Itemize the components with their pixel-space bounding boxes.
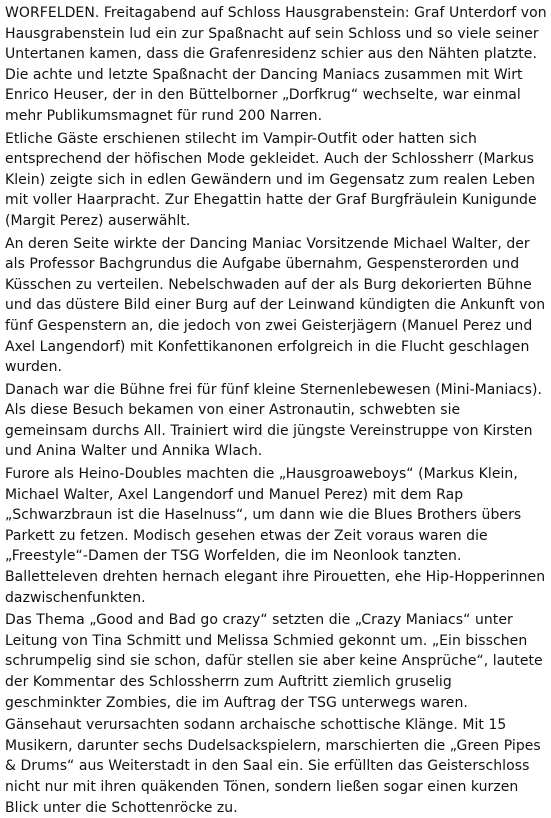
paragraph-heino-doubles: Furore als Heino-Doubles machten die „Hausgroaweboys“ (Markus Klein, Michael Walter, Axel Langendorf und Manuel Perez) mit dem Rap „Schwarzbraun ist die Haselnuss“, um dann wie die Blues Brothers übers Parkett zu fetzen. Modisch gesehen etwas der Zeit voraus waren die „Freestyle“-Damen der TSG Worfelden, die im Neonlook tanzten. Balletteleven drehten hernach elegant ihre Pirouetten, ehe Hip-Hopperinnen dazwischenfunkten. — [5, 466, 546, 606]
paragraph-mini-maniacs: Danach war die Bühne frei für fünf kleine Sternenlebewesen (Mini-Maniacs). Als diese Besuch bekamen von einer Astronautin, schwebten sie gemeinsam durchs All. Trainiert wird die jüngste Vereinstruppe von Kirsten und Anina Walter und Annika Wlach. — [5, 381, 543, 460]
paragraph-green-pipes: Gänsehaut verursachten sodann archaische schottische Klänge. Mit 15 Musikern, darunter sechs Dudelsackspielern, marschierten die „Green Pipes & Drums“ aus Weiterstadt in den Saal ein. Sie erfüllten das Geisterschloss nicht nur mit ihren quäkenden Tönen, sondern ließen sogar einen kurzen Blick unter die Schottenröcke zu. — [5, 717, 541, 816]
paragraph-guests: Etliche Gäste erschienen stilecht im Vampir-Outfit oder hatten sich entsprechend der höfischen Mode gekleidet. Auch der Schlossherr (Markus Klein) zeigte sich in edlen Gewändern und im Gegensatz zum realen Leben mit voller Haarpracht. Zur Ehegattin hatte der Graf Burgfräulein Kunigunde (Margit Perez) auserwählt. — [5, 130, 537, 229]
paragraph-ghosts: An deren Seite wirkte der Dancing Maniac Vorsitzende Michael Walter, der als Professor Bachgrundus die Aufgabe übernahm, Gespensterorden und Küsschen zu verteilen. Nebelschwaden auf der als Burg dekorierten Bühne und das düstere Bild einer Burg auf der Leinwand kündigten die Ankunft von fünf Gespenstern an, die jedoch von zwei Geisterjägern (Manuel Perez und Axel Langendorf) mit Konfettikanonen erfolgreich in die Flucht geschlagen wurden. — [5, 235, 546, 376]
paragraph-crazy-maniacs: Das Thema „Good and Bad go crazy“ setzten die „Crazy Maniacs“ unter Leitung von Tina Schmitt und Melissa Schmied gekonnt um. „Ein bisschen schrumpelig sind sie schon, dafür stellen sie aber keine Ansprüche“, lautete der Kommentar des Schlossherrn zum Auftritt ziemlich gruselig geschminkter Zombies, die im Auftrag der TSG unterwegs waren. — [5, 612, 543, 711]
paragraph-intro: WORFELDEN. Freitagabend auf Schloss Hausgrabenstein: Graf Unterdorf von Hausgrabenstein lud ein zur Spaßnacht auf sein Schloss und so viele seiner Untertanen kamen, dass die Grafenresidenz schier aus den Nähten platzte. Die achte und letzte Spaßnacht der Dancing Maniacs zusammen mit Wirt Enrico Heuser, der in den Büttelborner „Dorfkrug“ wechselte, war einmal mehr Publikumsmagnet für rund 200 Narren. — [5, 5, 547, 124]
